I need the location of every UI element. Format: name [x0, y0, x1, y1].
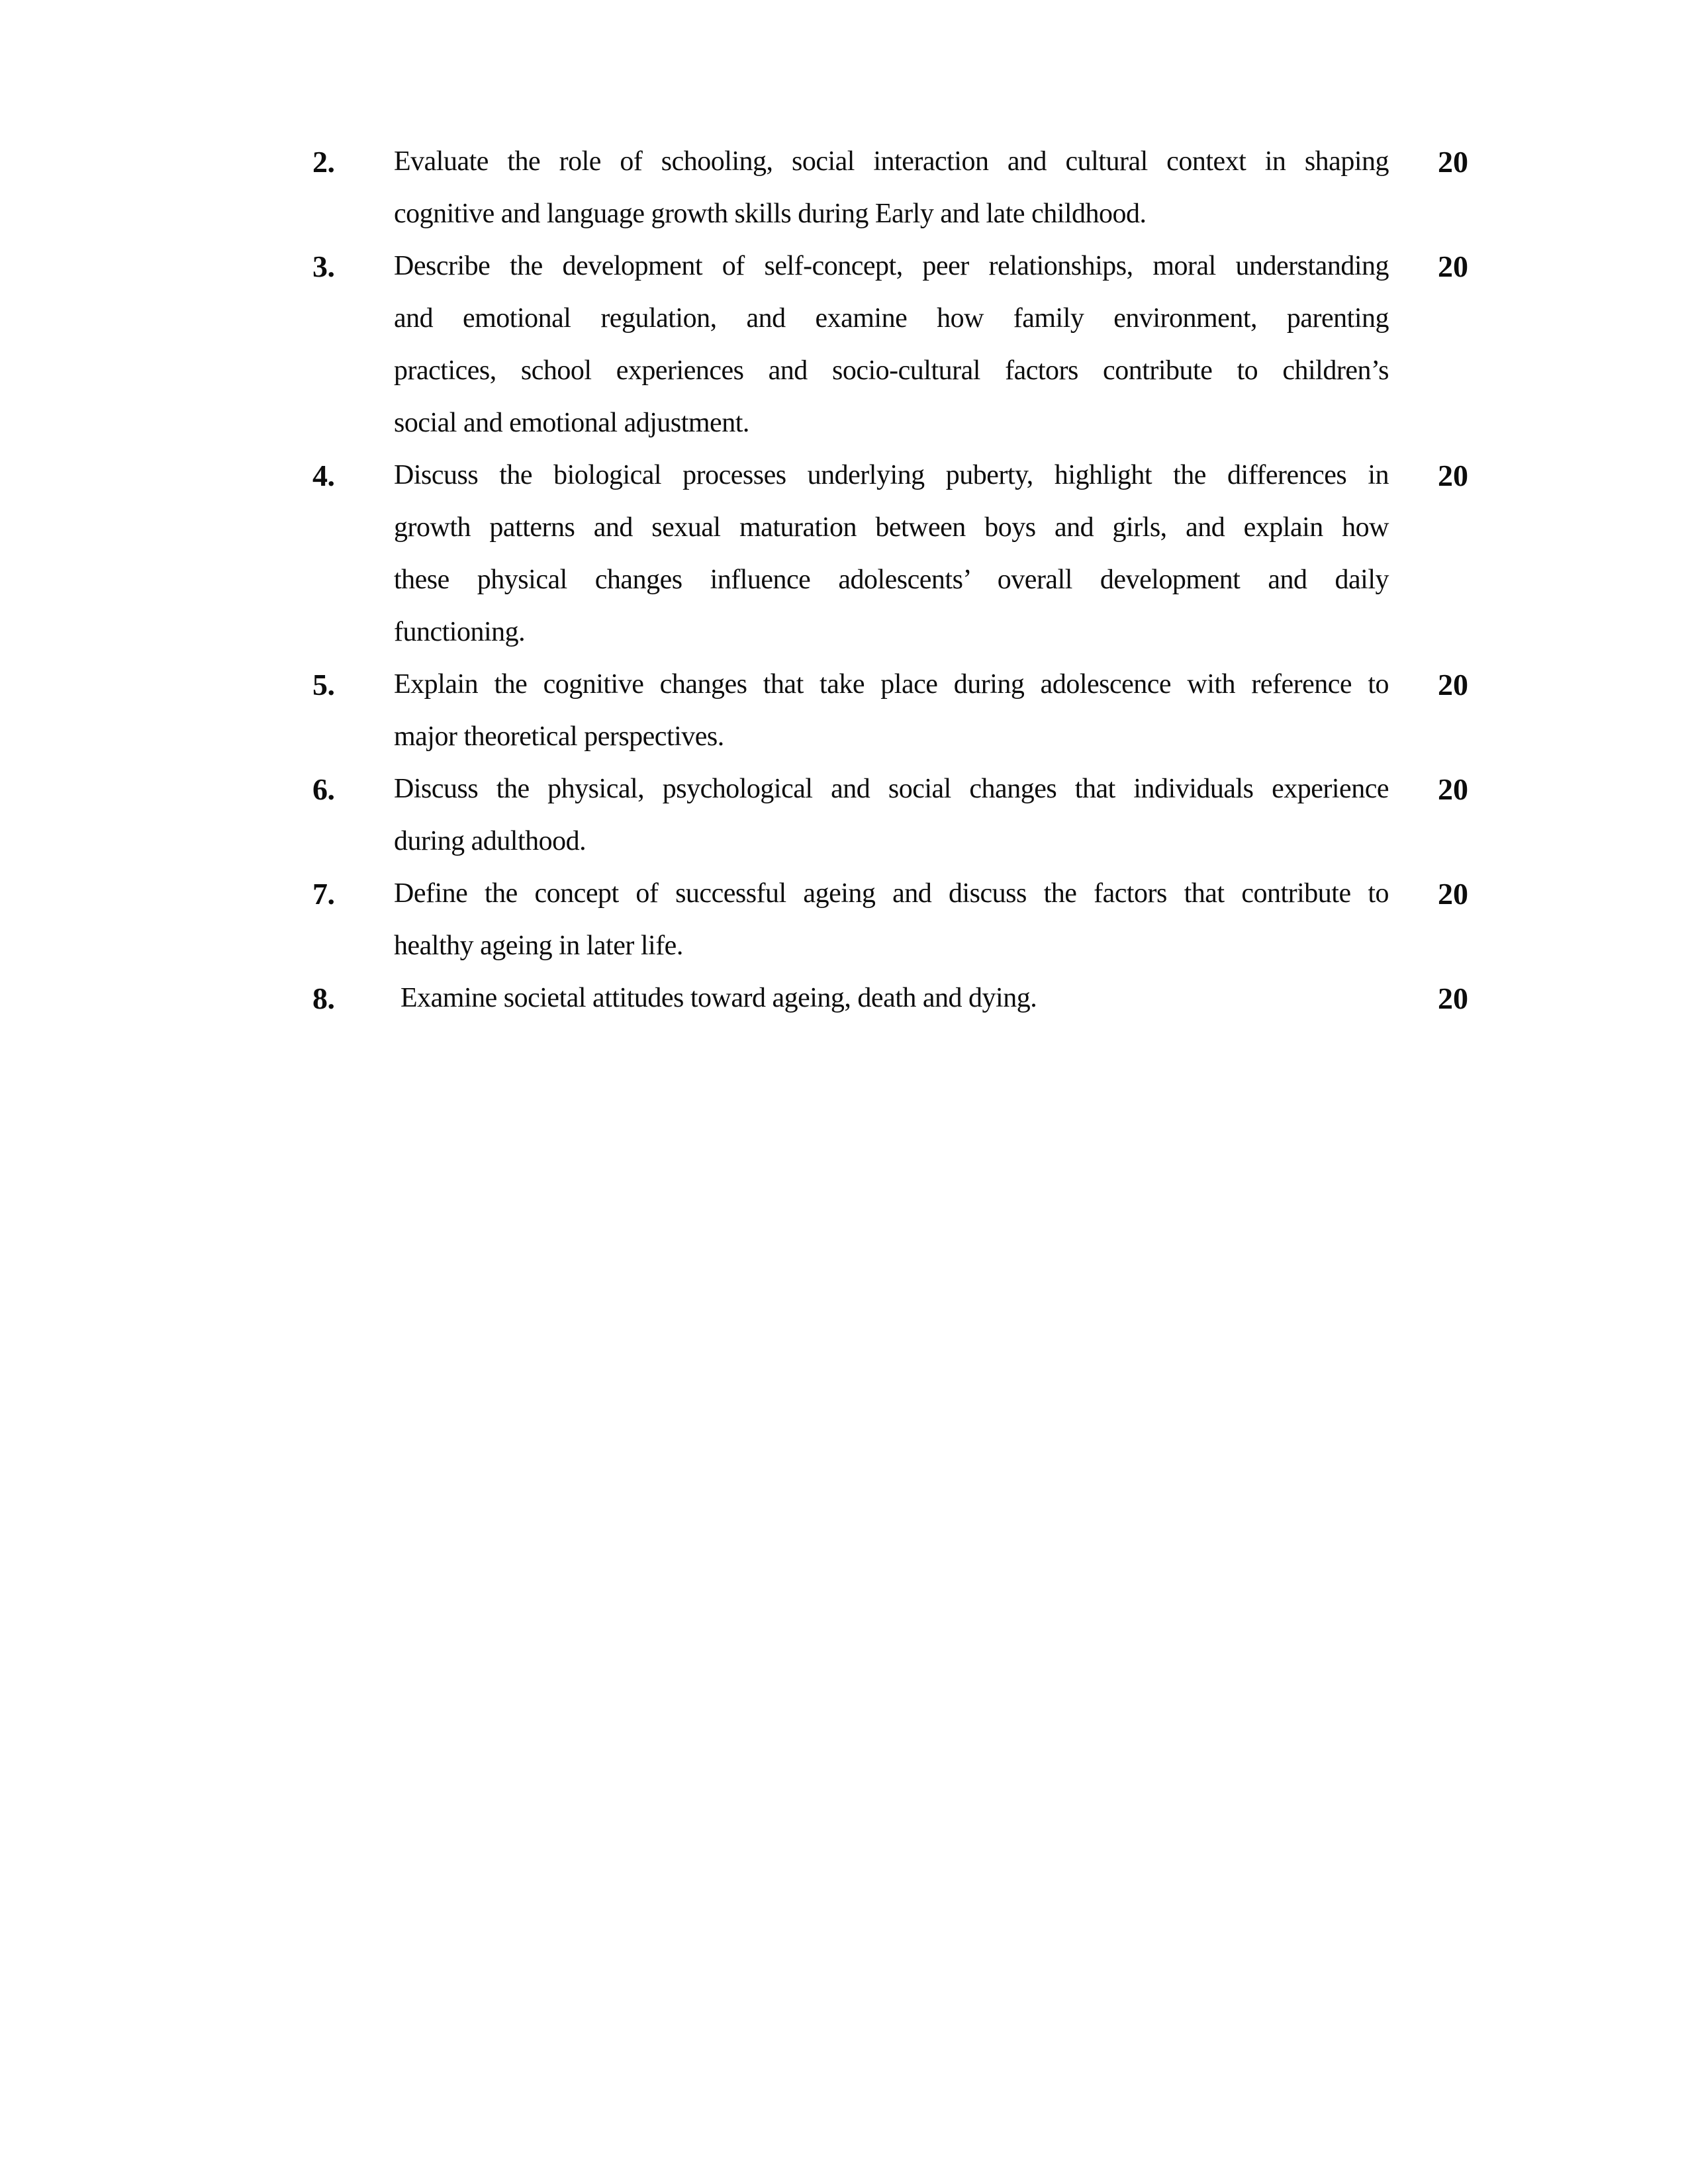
question-text-line: healthy ageing in later life. [394, 931, 683, 961]
question-marks: 20 [1438, 877, 1468, 911]
question-text-line: functioning. [394, 617, 526, 647]
question-list [312, 136, 1476, 1024]
question-text [394, 240, 1389, 449]
question-number: 7. [312, 877, 335, 911]
question-text-line: growth patterns and sexual maturation between boys and girls, and explain how [394, 512, 1389, 543]
question-marks: 20 [1438, 981, 1468, 1015]
question-text-line: practices, school experiences and socio-cultural factors contribute to children’s [394, 355, 1389, 386]
question-text [394, 972, 1389, 1024]
question-text [394, 659, 1389, 763]
question-row-7 [312, 868, 1476, 972]
question-number: 3. [312, 250, 335, 283]
question-text-line: Evaluate the role of schooling, social interaction and cultural context in shaping [394, 146, 1389, 177]
question-text-line: major theoretical perspectives. [394, 721, 724, 752]
question-text [394, 868, 1389, 972]
question-row-8 [312, 972, 1476, 1024]
question-text-line: Describe the development of self-concept, peer relationships, moral understanding [394, 251, 1389, 281]
question-text [394, 449, 1389, 659]
question-number: 4. [312, 459, 335, 492]
question-text-line: social and emotional adjustment. [394, 408, 749, 438]
question-number: 6. [312, 772, 335, 806]
question-text [394, 136, 1389, 240]
question-marks: 20 [1438, 459, 1468, 492]
question-row-2 [312, 136, 1476, 240]
question-number: 5. [312, 668, 335, 702]
question-text-line: these physical changes influence adolescents’ overall development and daily [394, 565, 1389, 595]
question-text-line: cognitive and language growth skills during Early and late childhood. [394, 199, 1147, 229]
question-row-3 [312, 240, 1476, 449]
question-marks: 20 [1438, 772, 1468, 806]
question-number: 8. [312, 981, 335, 1015]
question-marks: 20 [1438, 145, 1468, 179]
question-row-5 [312, 659, 1476, 763]
question-text-line: Discuss the biological processes underlying puberty, highlight the differences in [394, 460, 1389, 490]
question-text-line: Define the concept of successful ageing and discuss the factors that contribute to [394, 878, 1389, 909]
question-text-line: Discuss the physical, psychological and social changes that individuals experience [394, 774, 1389, 804]
question-row-4 [312, 449, 1476, 659]
question-text-line: Examine societal attitudes toward ageing, death and dying. [394, 983, 1037, 1013]
question-marks: 20 [1438, 668, 1468, 702]
question-text-line: during adulthood. [394, 826, 586, 856]
question-text-line: and emotional regulation, and examine how family environment, parenting [394, 303, 1389, 334]
question-text [394, 763, 1389, 868]
question-row-6 [312, 763, 1476, 868]
question-text-line: Explain the cognitive changes that take place during adolescence with reference to [394, 669, 1389, 700]
question-number: 2. [312, 145, 335, 179]
question-marks: 20 [1438, 250, 1468, 283]
